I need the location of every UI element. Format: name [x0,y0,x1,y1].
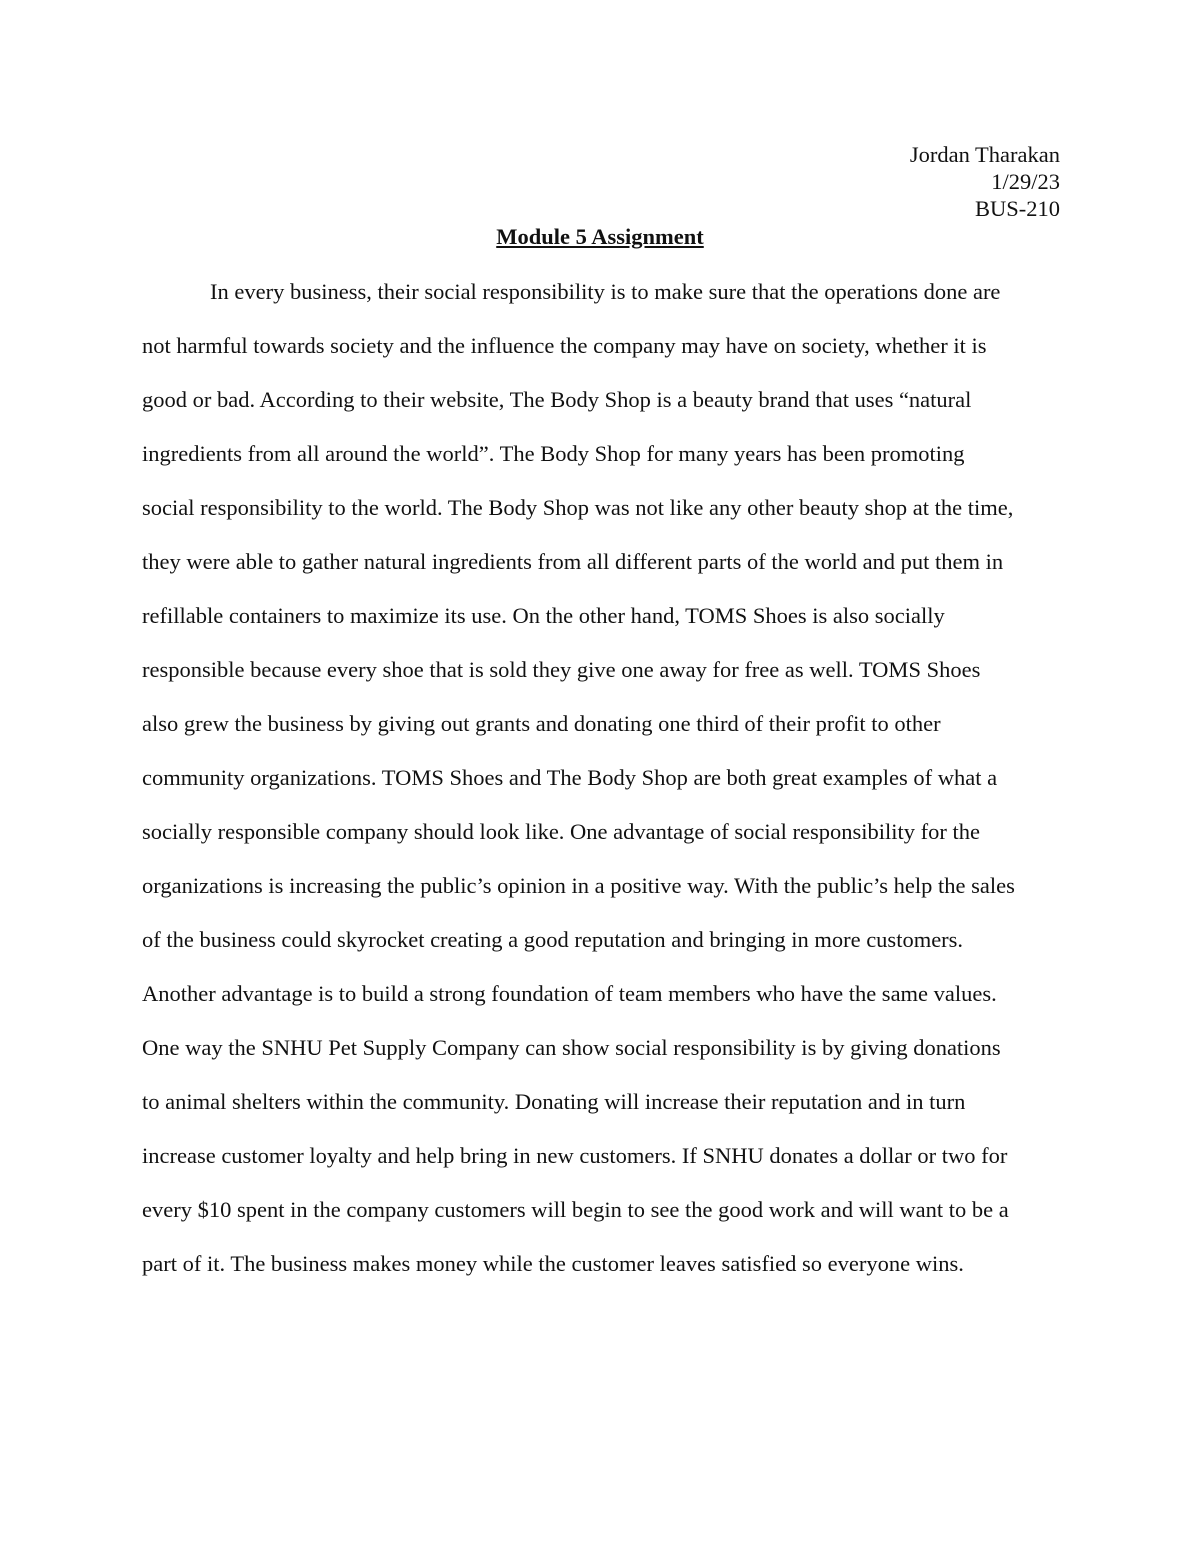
body-line: Another advantage is to build a strong foundation of team members who have the same values. [142,981,997,1006]
body-line: every $10 spent in the company customers will begin to see the good work and will want to be a [142,1197,1009,1222]
header-block [910,141,1060,222]
body-line: increase customer loyalty and help bring in new customers. If SNHU donates a dollar or two for [142,1143,1008,1168]
body-line: part of it. The business makes money while the customer leaves satisfied so everyone wins. [142,1251,964,1276]
document-date: 1/29/23 [991,169,1060,194]
body-line: organizations is increasing the public’s opinion in a positive way. With the public’s help the sales [142,873,1015,898]
body-line: social responsibility to the world. The Body Shop was not like any other beauty shop at the time, [142,495,1014,520]
author-name: Jordan Tharakan [909,142,1060,167]
body-line: In every business, their social responsibility is to make sure that the operations done are [210,279,1001,304]
body-line: ingredients from all around the world”. The Body Shop for many years has been promoting [142,441,965,466]
body-line: socially responsible company should look like. One advantage of social responsibility for the [142,819,980,844]
body-line: good or bad. According to their website, The Body Shop is a beauty brand that uses “natural [142,387,972,412]
document-title: Module 5 Assignment [496,224,704,249]
body-paragraph [142,274,1060,1300]
body-line: refillable containers to maximize its use. On the other hand, TOMS Shoes is also socially [142,603,945,628]
body-line: not harmful towards society and the influence the company may have on society, whether it is [142,333,987,358]
body-line: to animal shelters within the community. Donating will increase their reputation and in turn [142,1089,966,1114]
course-code: BUS-210 [974,196,1060,221]
body-line: responsible because every shoe that is sold they give one away for free as well. TOMS Shoes [142,657,981,682]
body-line: One way the SNHU Pet Supply Company can show social responsibility is by giving donations [142,1035,1001,1060]
body-line: of the business could skyrocket creating a good reputation and bringing in more customers. [142,927,964,952]
body-line: community organizations. TOMS Shoes and The Body Shop are both great examples of what a [142,765,998,790]
body-line: also grew the business by giving out grants and donating one third of their profit to other [142,711,941,736]
body-line: they were able to gather natural ingredients from all different parts of the world and put them in [142,549,1004,574]
